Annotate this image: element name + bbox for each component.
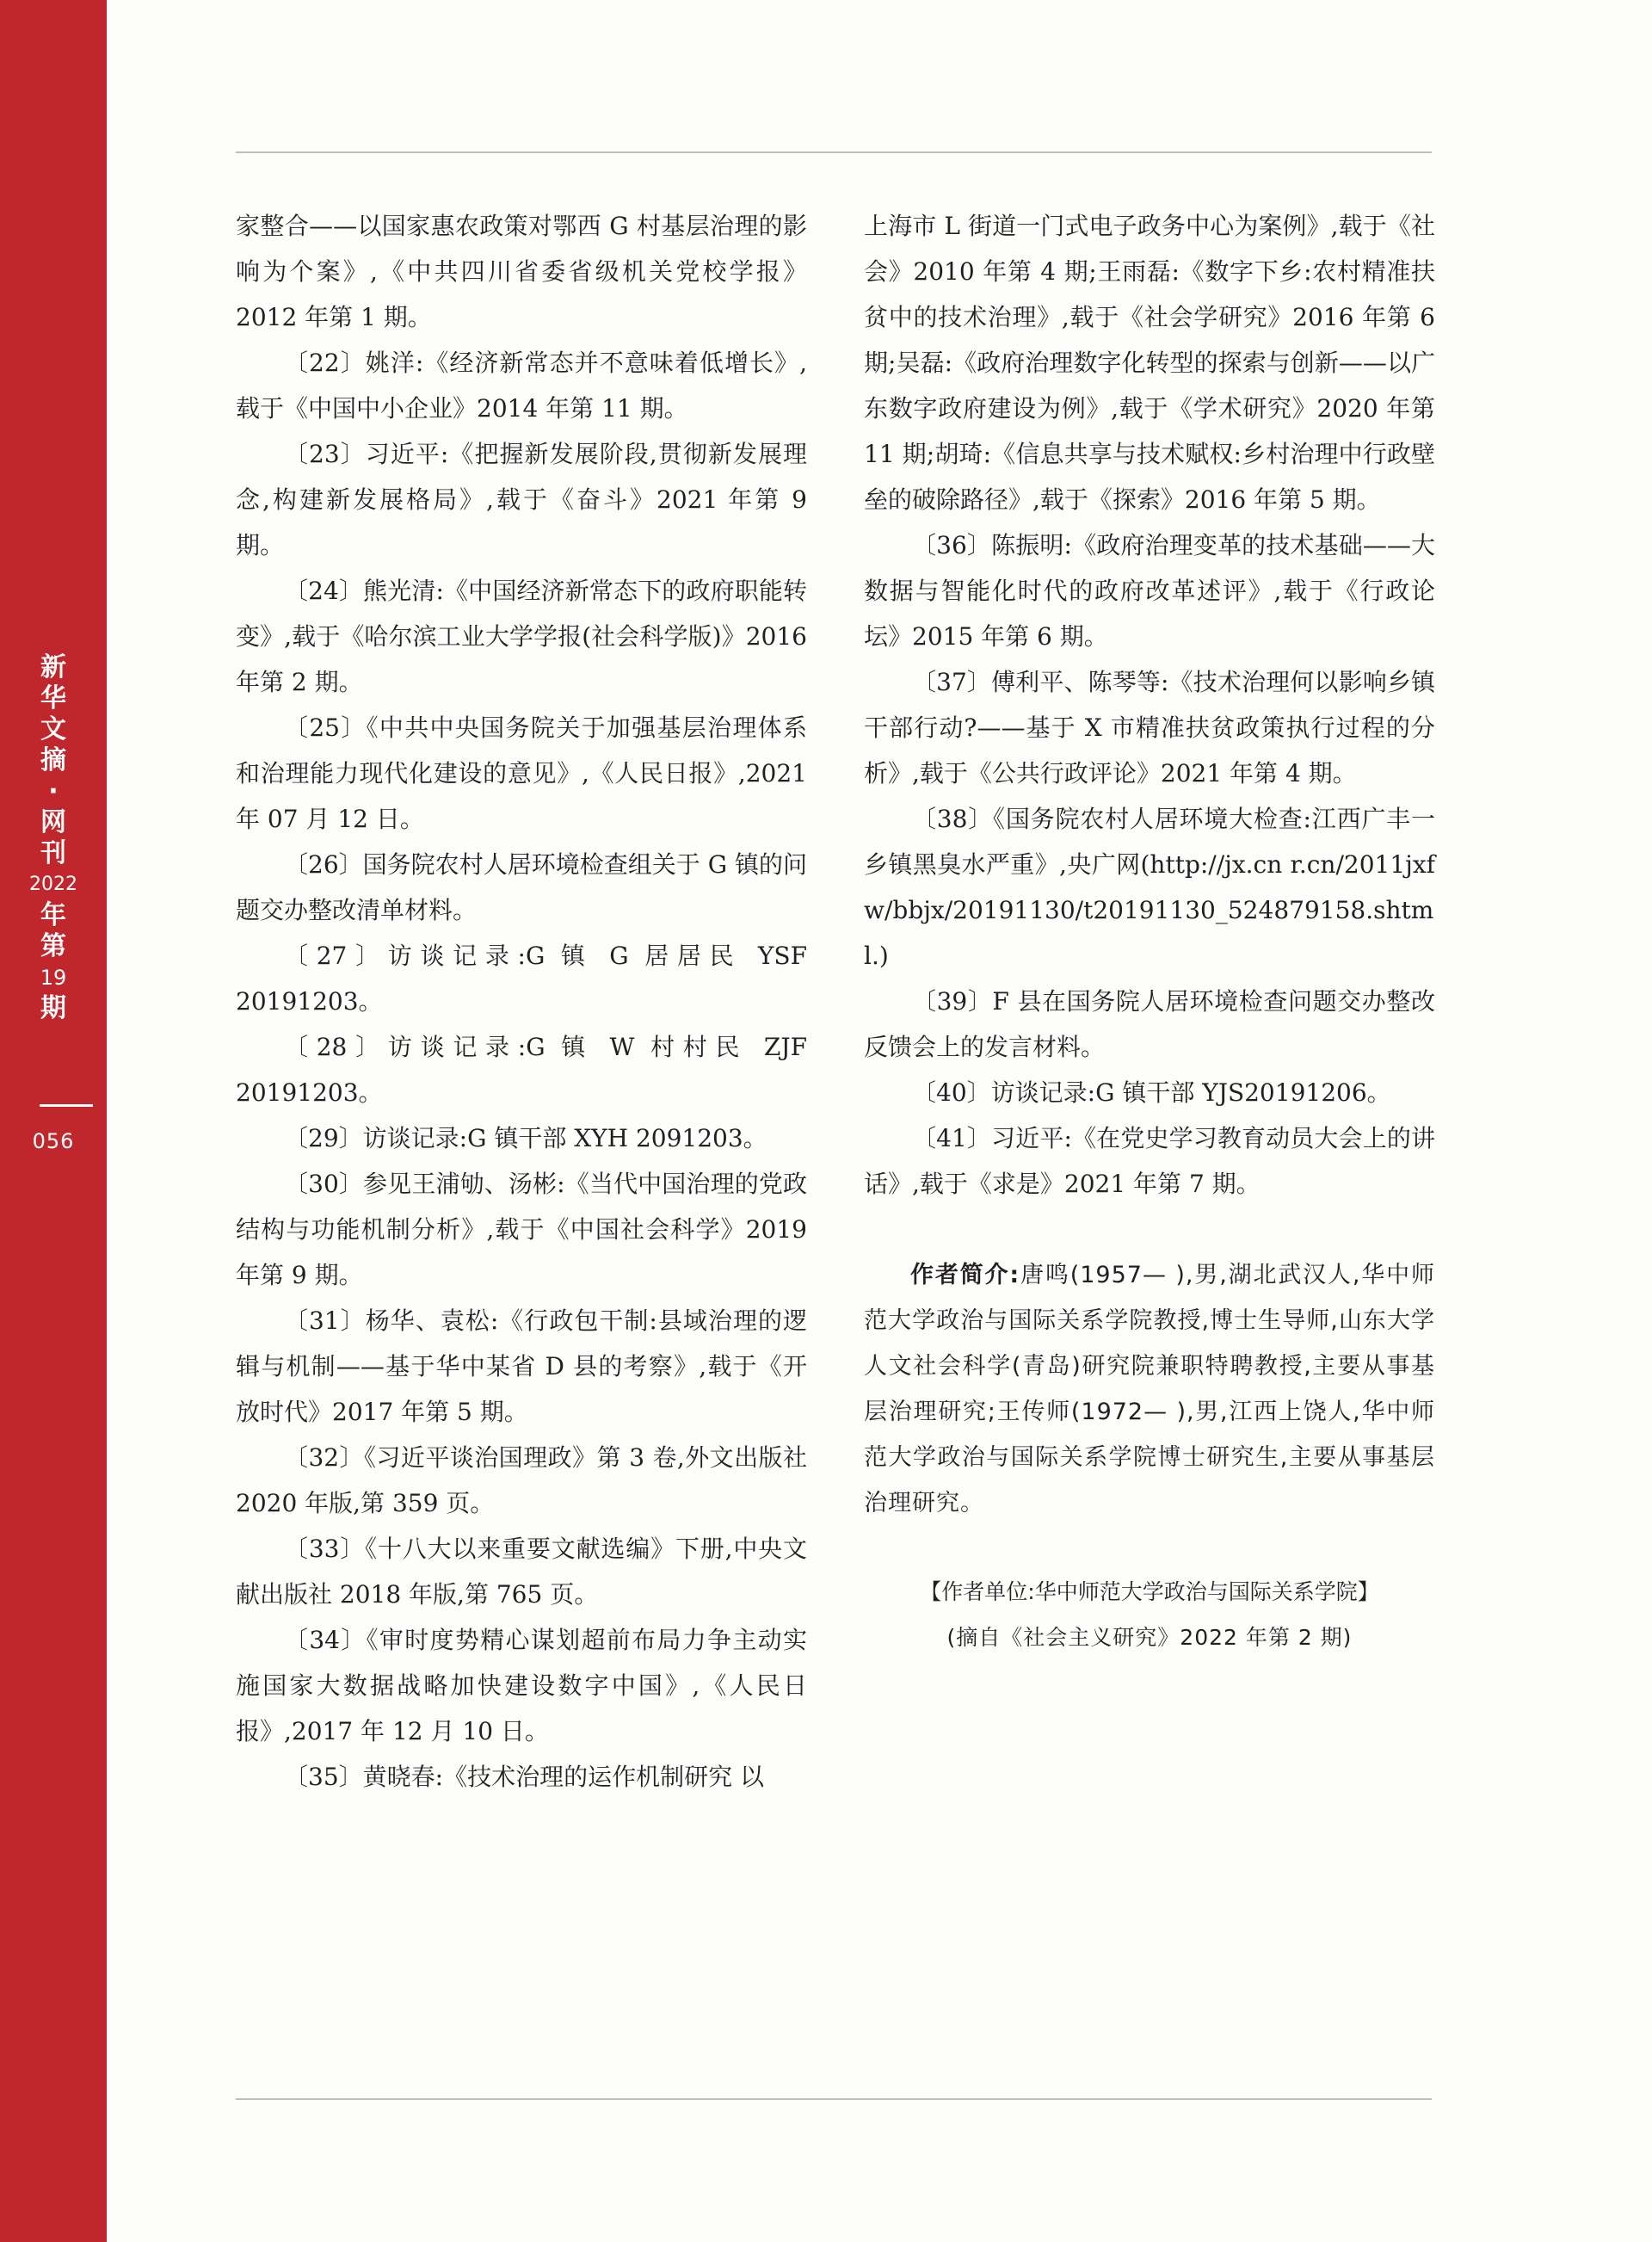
title-char: 期 bbox=[40, 993, 66, 1023]
bottom-rule bbox=[236, 2098, 1432, 2100]
reference-30: 〔30〕参见王浦劬、汤彬:《当代中国治理的党政结构与功能机制分析》,载于《中国社会科学》2019 年第 9 期。 bbox=[236, 1170, 807, 1289]
title-char: 文 bbox=[40, 714, 66, 744]
reference-38: 〔38〕《国务院农村人居环境大检查:江西广丰一乡镇黑臭水严重》,央广网(http://jx.cn r.cn/2011jxfw/bbjx/20191130/t20191130_524879158.shtml.) bbox=[864, 805, 1435, 970]
reference-28: 〔28〕访谈记录:G 镇 W 村村民 ZJF 20191203。 bbox=[236, 1033, 807, 1107]
reference-continuation: 家整合——以国家惠农政策对鄂西 G 村基层治理的影响为个案》,《中共四川省委省级机关党校学报》2012 年第 1 期。 bbox=[236, 212, 807, 331]
reference-41: 〔41〕习近平:《在党史学习教育动员大会上的讲话》,载于《求是》2021 年第 7 期。 bbox=[864, 1124, 1435, 1198]
author-bio-text: 唐鸣(1957— ),男,湖北武汉人,华中师范大学政治与国际关系学院教授,博士生导师,山东大学人文社会科学(青岛)研究院兼职特聘教授,主要从事基层治理研究;王传师(1972— ),男,江西上饶人,华中师范大学政治与国际关系学院博士研究生,主要从事基层治理研究。 bbox=[864, 1262, 1435, 1516]
top-rule bbox=[236, 151, 1432, 153]
title-char: · bbox=[48, 776, 59, 806]
reference-34: 〔34〕《审时度势精心谋划超前布局力争主动实施国家大数据战略加快建设数字中国》,《人民日报》,2017 年 12 月 10 日。 bbox=[236, 1626, 807, 1745]
reference-26: 〔26〕国务院农村人居环境检查组关于 G 镇的问题交办整改清单材料。 bbox=[236, 850, 807, 924]
title-char: 网 bbox=[40, 807, 66, 837]
title-char: 摘 bbox=[40, 745, 66, 775]
title-char: 新 bbox=[40, 652, 66, 682]
left-column bbox=[236, 203, 807, 1800]
reference-31: 〔31〕杨华、袁松:《行政包干制:县域治理的逻辑与机制——基于华中某省 D 县的考察》,载于《开放时代》2017 年第 5 期。 bbox=[236, 1306, 807, 1426]
title-char: 19 bbox=[40, 966, 67, 990]
reference-22: 〔22〕姚洋:《经济新常态并不意味着低增长》,载于《中国中小企业》2014 年第 11 期。 bbox=[236, 349, 807, 423]
reference-27: 〔27〕访谈记录:G 镇 G 居居民 YSF 20191203。 bbox=[236, 942, 807, 1016]
reference-37: 〔37〕傅利平、陈琴等:《技术治理何以影响乡镇干部行动?——基于 X 市精准扶贫政策执行过程的分析》,载于《公共行政评论》2021 年第 4 期。 bbox=[864, 668, 1435, 787]
reference-29: 〔29〕访谈记录:G 镇干部 XYH 2091203。 bbox=[284, 1124, 767, 1152]
sidebar-divider bbox=[40, 1104, 93, 1107]
source-note: (摘自《社会主义研究》2022 年第 2 期) bbox=[946, 1625, 1353, 1650]
title-char: 华 bbox=[40, 683, 66, 713]
right-column bbox=[864, 203, 1435, 1660]
reference-25: 〔25〕《中共中央国务院关于加强基层治理体系和治理能力现代化建设的意见》,《人民日报》,2021 年 07 月 12 日。 bbox=[236, 713, 807, 833]
title-char: 刊 bbox=[40, 838, 66, 868]
title-char: 第 bbox=[40, 931, 66, 961]
title-char: 年 bbox=[40, 900, 66, 930]
author-bio-label: 作者简介: bbox=[910, 1262, 1020, 1288]
author-unit: 【作者单位:华中师范大学政治与国际关系学院】 bbox=[920, 1579, 1379, 1604]
reference-35: 〔35〕黄晓春:《技术治理的运作机制研究 以 bbox=[284, 1763, 764, 1791]
reference-39: 〔39〕F 县在国务院人居环境检查问题交办整改反馈会上的发言材料。 bbox=[864, 987, 1435, 1061]
reference-40: 〔40〕访谈记录:G 镇干部 YJS20191206。 bbox=[912, 1078, 1391, 1107]
reference-24: 〔24〕熊光清:《中国经济新常态下的政府职能转变》,载于《哈尔滨工业大学学报(社会科学版)》2016 年第 2 期。 bbox=[236, 577, 807, 696]
author-bio bbox=[864, 1252, 1435, 1526]
title-char: 2022 bbox=[29, 874, 77, 895]
page-number: 056 bbox=[32, 1129, 75, 1153]
reference-35-continuation: 上海市 L 街道一门式电子政务中心为案例》,载于《社会》2010 年第 4 期;王雨磊:《数字下乡:农村精准扶贫中的技术治理》,载于《社会学研究》2016 年第 6 期;吴磊:《政府治理数字化转型的探索与创新——以广东数字政府建设为例》,载于《学术研究》2020 年第 11 期;胡琦:《信息共享与技术赋权:乡村治理中行政壁垒的破除路径》,载于《探索》2016 年第 5 期。 bbox=[864, 212, 1435, 514]
sidebar bbox=[0, 0, 107, 2242]
reference-23: 〔23〕习近平:《把握新发展阶段,贯彻新发展理念,构建新发展格局》,载于《奋斗》2021 年第 9 期。 bbox=[236, 440, 807, 559]
reference-33: 〔33〕《十八大以来重要文献选编》下册,中央文献出版社 2018 年版,第 765 页。 bbox=[236, 1535, 807, 1609]
reference-36: 〔36〕陈振明:《政府治理变革的技术基础——大数据与智能化时代的政府改革述评》,载于《行政论坛》2015 年第 6 期。 bbox=[864, 531, 1435, 651]
reference-32: 〔32〕《习近平谈治国理政》第 3 卷,外文出版社 2020 年版,第 359 页。 bbox=[236, 1443, 807, 1517]
magazine-title bbox=[0, 652, 107, 1024]
